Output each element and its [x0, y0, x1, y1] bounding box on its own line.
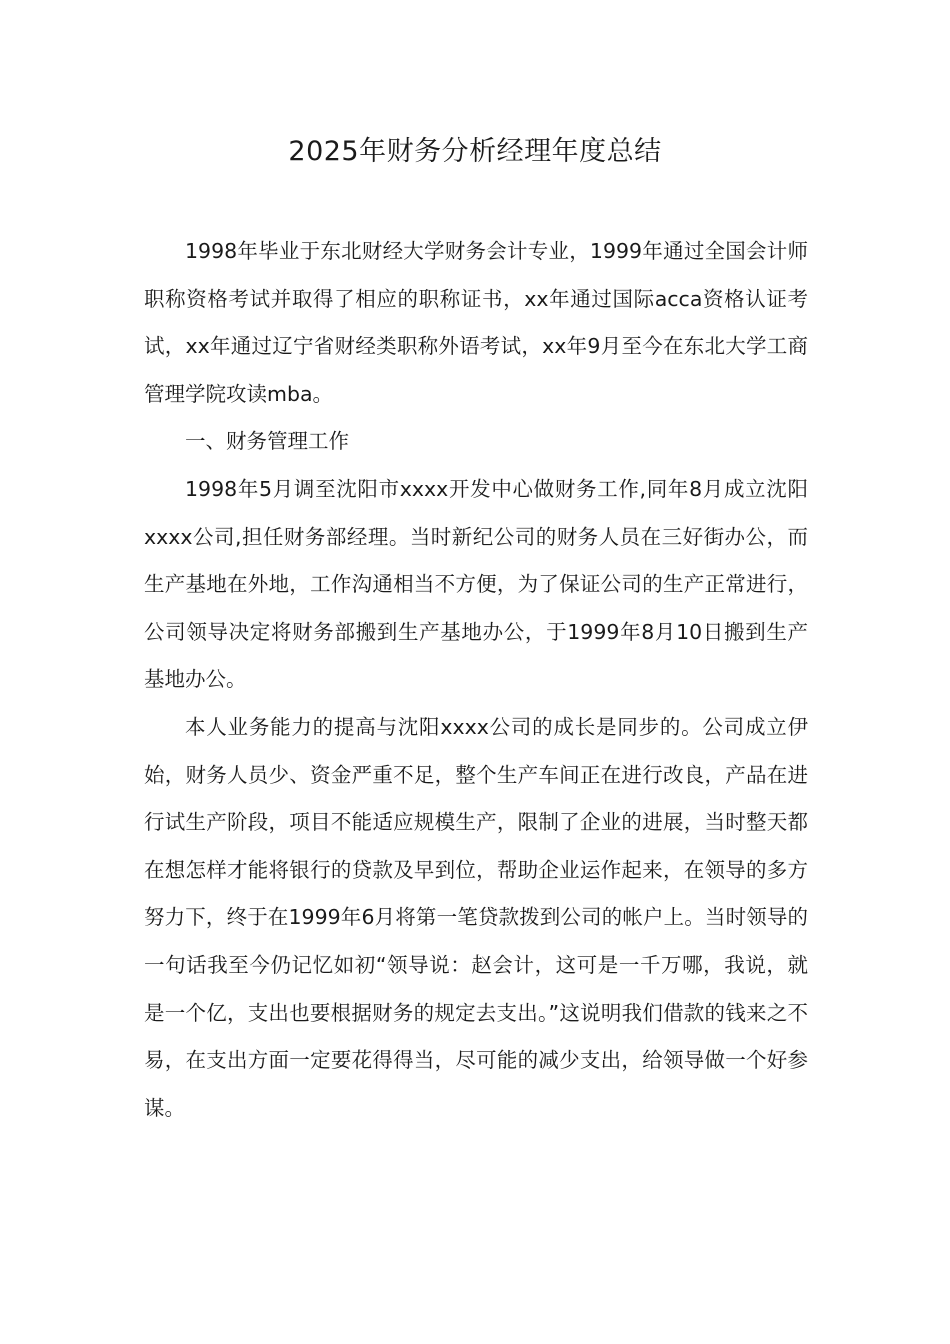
- paragraph-growth: 本人业务能力的提高与沈阳xxxx公司的成长是同步的。公司成立伊始，财务人员少、资金严重不足，整个生产车间正在进行改良，产品在进行试生产阶段，项目不能适应规模生产，限制了企业的进展，当时整天都在想怎样才能将银行的贷款及早到位，帮助企业运作起来，在领导的多方努力下，终于在1999年6月将第一笔贷款拨到公司的帐户上。当时领导的一句话我至今仍记忆如初“领导说：赵会计，这可是一千万哪，我说，就是一个亿，支出也要根据财务的规定去支出。”这说明我们借款的钱来之不易，在支出方面一定要花得得当，尽可能的减少支出，给领导做一个好参谋。: [144, 714, 808, 1120]
- paragraph-education: 1998年毕业于东北财经大学财务会计专业，1999年通过全国会计师职称资格考试并取得了相应的职称证书，xx年通过国际acca资格认证考试，xx年通过辽宁省财经类职称外语考试，xx年9月至今在东北大学工商管理学院攻读mba。: [144, 239, 808, 406]
- paragraph-work-history: 1998年5月调至沈阳市xxxx开发中心做财务工作,同年8月成立沈阳xxxx公司,担任财务部经理。当时新纪公司的财务人员在三好街办公，而生产基地在外地，工作沟通相当不方便，为了保证公司的生产正常进行，公司领导决定将财务部搬到生产基地办公，于1999年8月10日搬到生产基地办公。: [144, 476, 808, 692]
- section-heading-financial-management: 一、财务管理工作: [185, 429, 349, 454]
- document-body: [144, 228, 808, 1132]
- document-title: 2025年财务分析经理年度总结: [288, 136, 662, 167]
